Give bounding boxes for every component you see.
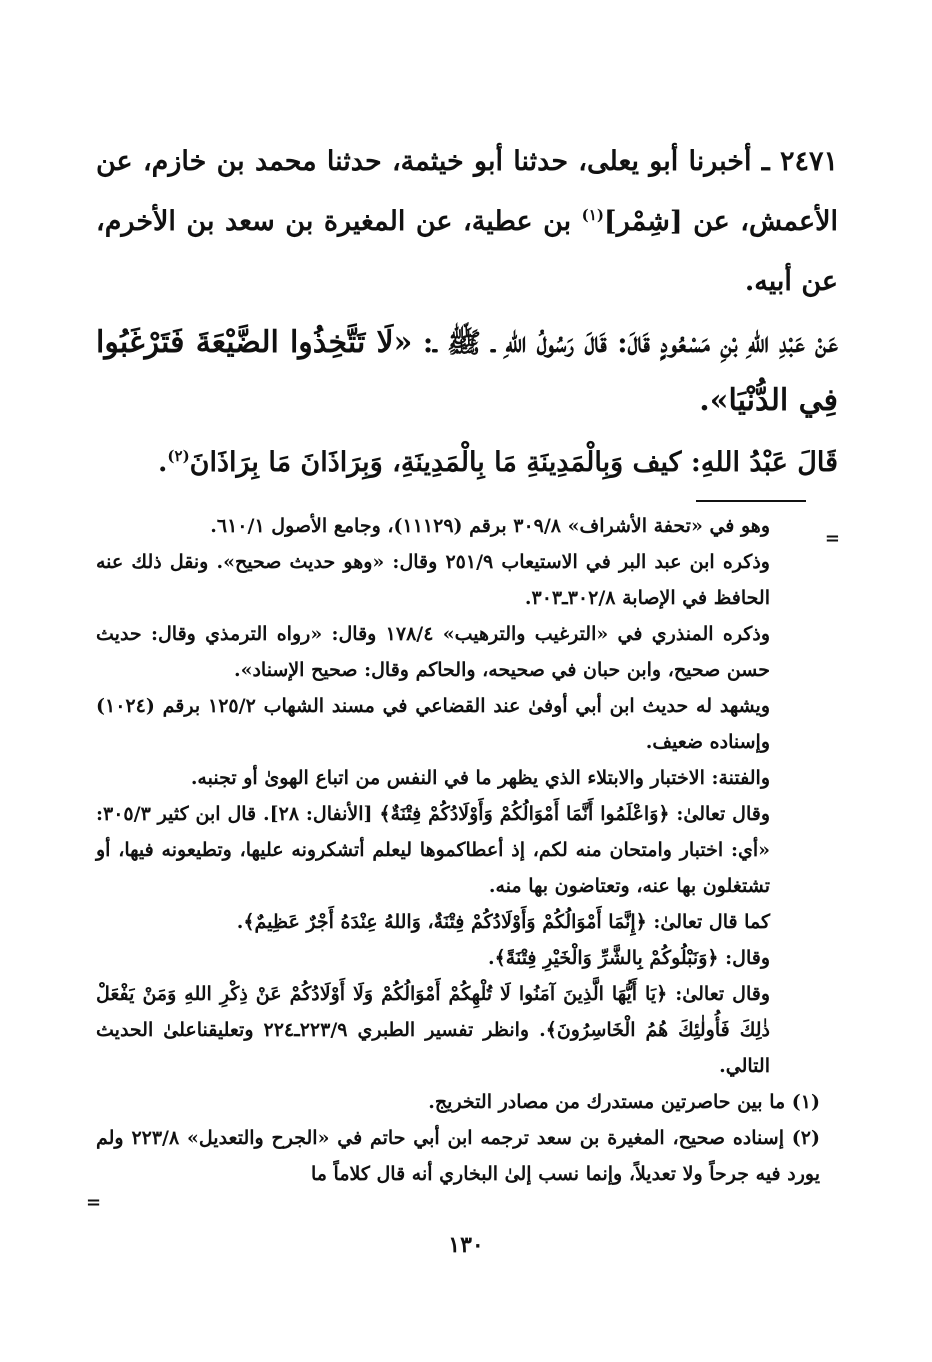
- note-paragraph: وذكره المنذري في «الترغيب والترهيب» ١٧٨/٤ وقال: «رواه الترمذي وقال: حديث حسن صحيح، وابن حبان في صحيحه، والحاكم وقال: صحيح الإسناد».: [96, 623, 770, 681]
- footnote-ref-1: (١): [581, 206, 604, 224]
- hadith-intro: عَنْ عَبْدِ اللهِ بْنِ مَسْعُودٍ قَالَ: قَالَ رَسُولُ اللهِ ـ ﷺ ـ:: [412, 326, 838, 359]
- isnad-text-2: بن عطية، عن المغيرة بن سعد بن الأخرم، عن أبيه.: [96, 206, 838, 297]
- note-paragraph: وقال: ﴿وَنَبْلُوكُمْ بِالشَّرِّ وَالْخَيْرِ فِتْنَةً﴾.: [488, 947, 770, 969]
- continuation-mark: =: [824, 528, 840, 549]
- ibn-masud-end: .: [157, 447, 168, 478]
- footnote-continuation-mark: =: [86, 1192, 102, 1213]
- note-paragraph: وهو في «تحفة الأشراف» ٣٠٩/٨ برقم (١١١٢٩)، وجامع الأصول ٦١٠/١.: [210, 515, 770, 537]
- note-paragraph: وقال تعالىٰ: ﴿وَاعْلَمُوا أَنَّمَا أَمْوَالُكُمْ وَأَوْلَادُكُمْ فِتْنَةٌ﴾ [الأنفال: ٢٨]. قال ابن كثير ٣٠٥/٣: «أي: اختبار وامتحان منه لكم، إذ أعطاكموها ليعلم أتشكرونه عليها، وتطيعونه فيها، أو تشتغلون بها عنه، وتعتاضون بها منه.: [96, 803, 771, 897]
- isnad-paragraph: [96, 132, 838, 312]
- hadith-quote: «لَا تَتَّخِذُوا الضَّيْعَةَ فَتَرْغَبُوا فِي الدُّنْيَا».: [96, 325, 838, 418]
- footnote-2: (٢) إسناده صحيح، المغيرة بن سعد ترجمه ابن أبي حاتم في «الجرح والتعديل» ٢٢٣/٨ ولم يورد فيه جرحاً ولا تعديلاً، وإنما نسب إلىٰ البخاري أنه قال كلاماً ما: [96, 1127, 820, 1185]
- footnote-1: (١) ما بين حاصرتين مستدرك من مصادر التخريج.: [428, 1091, 820, 1113]
- ibn-masud-paragraph: [96, 436, 838, 490]
- note-paragraph: وذكره ابن عبد البر في الاستيعاب ٢٥١/٩ وقال: «وهو حديث صحيح». ونقل ذلك عنه الحافظ في الإصابة ٣٠٢/٨ـ٣٠٣.: [96, 551, 770, 609]
- note-paragraph: كما قال تعالىٰ: ﴿إِنَّمَا أَمْوَالُكُمْ وَأَوْلَادُكُمْ فِتْنَةٌ، وَاللهُ عِنْدَهُ أَجْرٌ عَظِيمٌ﴾.: [236, 911, 770, 933]
- footnotes: [96, 508, 820, 1192]
- note-paragraph: والفتنة: الاختبار والابتلاء الذي يظهر ما في النفس من اتباع الهوىٰ أو تجنبه.: [190, 767, 770, 789]
- isnad-text-1: ٢٤٧١ ـ أخبرنا أبو يعلى، حدثنا أبو خيثمة، حدثنا محمد بن خازم، عن الأعمش، عن [شِمْر]: [96, 146, 838, 237]
- note-paragraph: وقال تعالىٰ: ﴿يَا أَيُّهَا الَّذِينَ آمَنُوا لَا تُلْهِكُمْ أَمْوَالُكُمْ وَلَا أَوْلَادُكُمْ عَنْ ذِكْرِ اللهِ وَمَنْ يَفْعَلْ ذٰلِكَ فَأُولٰئِكَ هُمُ الْخَاسِرُونَ﴾. وانظر تفسير الطبري ٢٢٣/٩ـ٢٢٤ وتعليقناعلىٰ الحديث التالي.: [96, 983, 770, 1077]
- note-paragraph: ويشهد له حديث ابن أبي أوفىٰ عند القضاعي في مسند الشهاب ١٢٥/٢ برقم (١٠٢٤) وإسناده ضعيف.: [96, 695, 771, 753]
- footnote-separator: [696, 500, 806, 502]
- footnote-ref-2: (٢): [167, 447, 190, 465]
- ibn-masud-text: قَالَ عَبْدُ اللهِ: كيف وَبِالْمَدِينَةِ مَا بِالْمَدِينَةِ، وَبِرَاذَانَ مَا بِرَاذَانَ: [189, 447, 838, 478]
- main-text: [96, 132, 838, 490]
- hadith-paragraph: [96, 314, 838, 430]
- page-number: ١٣٠: [448, 1232, 484, 1258]
